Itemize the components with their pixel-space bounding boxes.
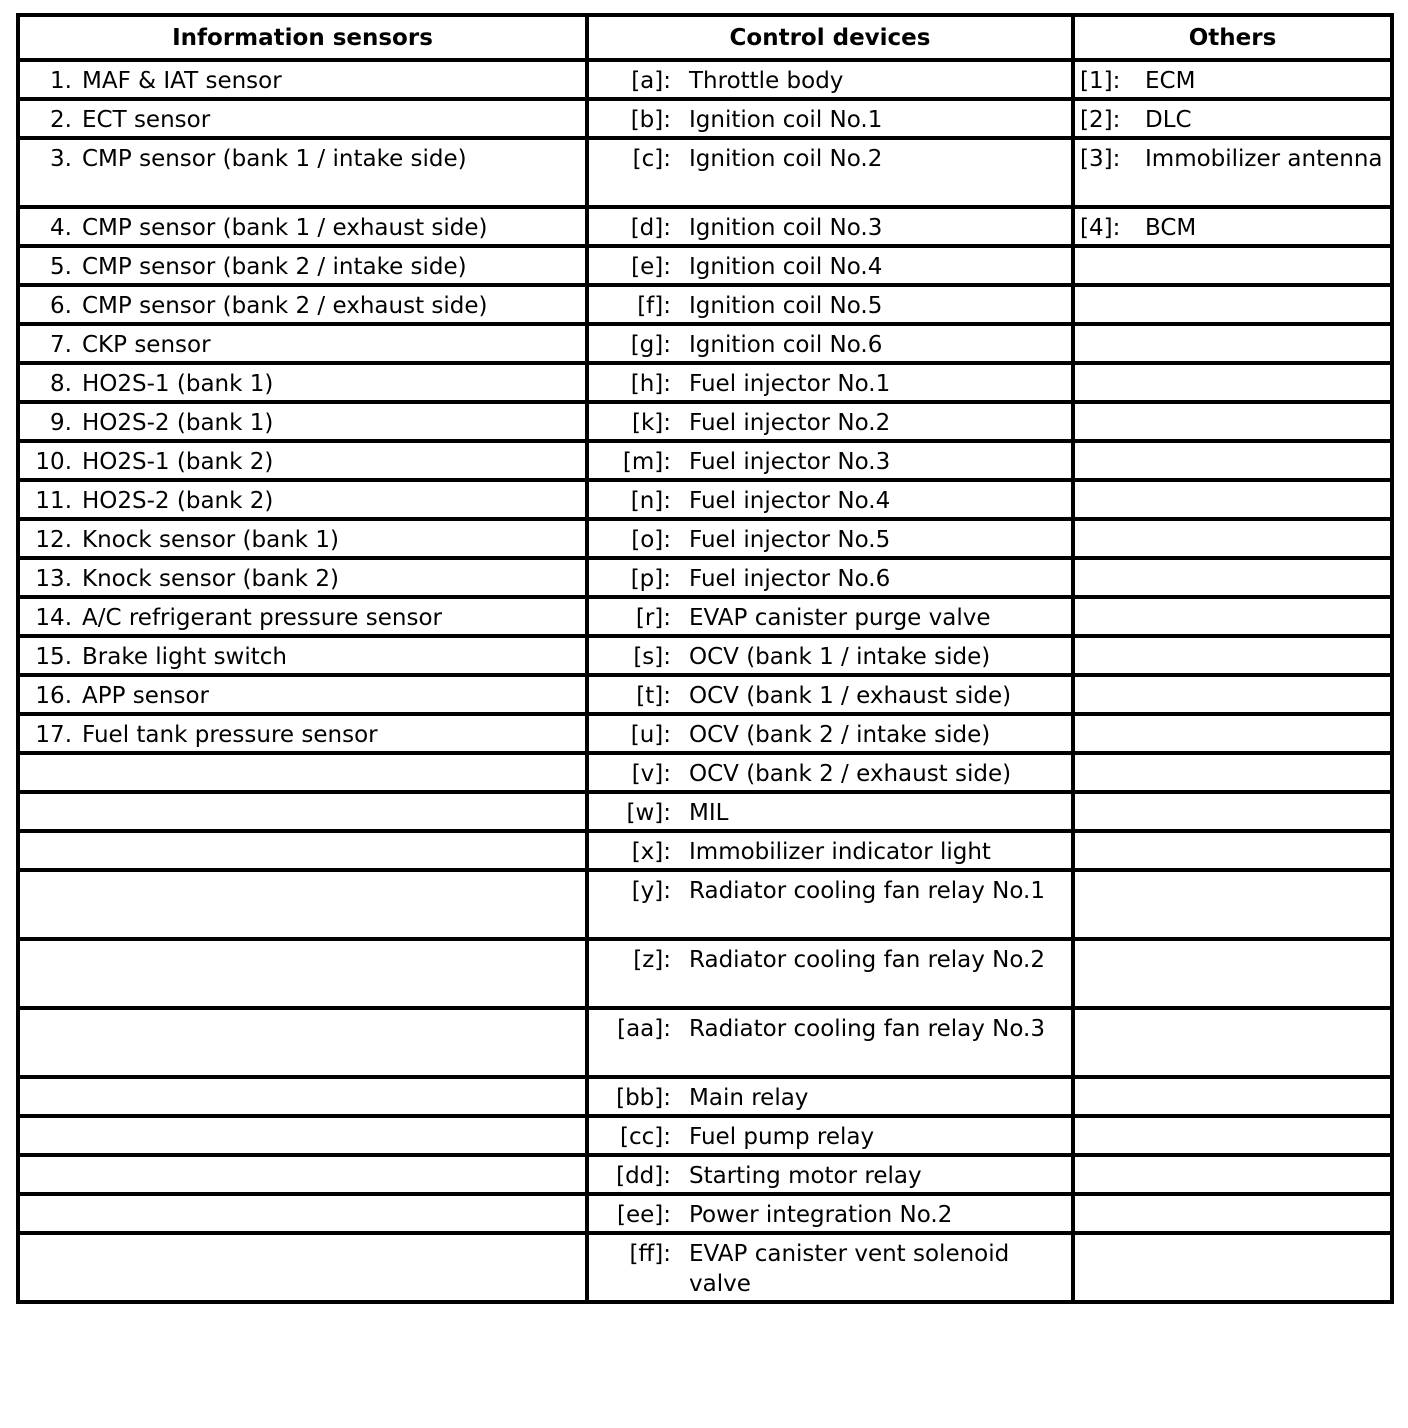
others-key: [4]: — [1080, 215, 1121, 241]
control-device-cell — [587, 99, 1073, 138]
table-row — [18, 792, 1392, 831]
control-device-label: OCV (bank 2 / intake side) — [689, 722, 991, 748]
others-cell — [1073, 207, 1392, 246]
sensor-cell — [18, 324, 587, 363]
table-row — [18, 597, 1392, 636]
sensor-number: 9. — [50, 410, 72, 436]
others-cell — [1073, 99, 1392, 138]
control-device-label: Fuel injector No.2 — [689, 410, 891, 436]
others-label: Immobilizer antenna — [1145, 146, 1383, 172]
table-row — [18, 870, 1392, 939]
control-device-label: Ignition coil No.6 — [689, 332, 883, 358]
control-device-key: [w]: — [626, 800, 671, 826]
others-cell — [1073, 939, 1392, 1008]
sensor-cell — [18, 1116, 587, 1155]
header-row — [18, 15, 1392, 60]
table-row — [18, 558, 1392, 597]
sensor-cell — [18, 441, 587, 480]
control-device-label: Radiator cooling fan relay No.2 — [689, 947, 1045, 973]
sensor-number: 7. — [50, 332, 72, 358]
sensor-number: 6. — [50, 293, 72, 319]
table-row — [18, 939, 1392, 1008]
table-row — [18, 519, 1392, 558]
sensor-cell — [18, 597, 587, 636]
sensor-label: Knock sensor (bank 1) — [82, 527, 340, 553]
sensor-cell — [18, 792, 587, 831]
sensor-number: 5. — [50, 254, 72, 280]
sensor-cell — [18, 1077, 587, 1116]
control-device-cell — [587, 753, 1073, 792]
table-row — [18, 1116, 1392, 1155]
control-device-cell — [587, 1194, 1073, 1233]
control-device-label: Ignition coil No.1 — [689, 107, 883, 133]
sensor-label: A/C refrigerant pressure sensor — [82, 605, 442, 631]
control-device-label: Fuel injector No.5 — [689, 527, 891, 553]
sensor-label: APP sensor — [82, 683, 210, 709]
sensor-number: 1. — [50, 68, 72, 94]
others-cell — [1073, 519, 1392, 558]
table-row — [18, 1233, 1392, 1302]
control-device-key: [bb]: — [616, 1085, 671, 1111]
sensor-cell — [18, 285, 587, 324]
sensor-cell — [18, 402, 587, 441]
sensor-number: 16. — [35, 683, 72, 709]
sensor-number: 3. — [50, 146, 72, 172]
sensor-label: CMP sensor (bank 1 / intake side) — [82, 146, 467, 172]
others-cell — [1073, 636, 1392, 675]
sensor-cell — [18, 99, 587, 138]
others-cell — [1073, 402, 1392, 441]
sensor-cell — [18, 714, 587, 753]
sensor-cell — [18, 138, 587, 207]
sensor-number: 4. — [50, 215, 72, 241]
sensor-cell — [18, 60, 587, 99]
sensor-cell — [18, 831, 587, 870]
control-device-cell — [587, 246, 1073, 285]
control-device-cell — [587, 1233, 1073, 1302]
others-cell — [1073, 324, 1392, 363]
sensor-label: MAF & IAT sensor — [82, 68, 282, 94]
table-row — [18, 285, 1392, 324]
others-cell — [1073, 285, 1392, 324]
others-key: [3]: — [1080, 146, 1121, 172]
control-device-key: [aa]: — [617, 1016, 671, 1042]
others-cell — [1073, 60, 1392, 99]
control-device-label: Ignition coil No.5 — [689, 293, 883, 319]
control-device-key: [x]: — [631, 839, 671, 865]
component-table — [16, 13, 1394, 1304]
control-device-label: Fuel pump relay — [689, 1124, 875, 1150]
others-cell — [1073, 246, 1392, 285]
table-row — [18, 636, 1392, 675]
control-device-cell — [587, 1077, 1073, 1116]
table-row — [18, 99, 1392, 138]
control-device-cell — [587, 1008, 1073, 1077]
header-others: Others — [1073, 15, 1392, 60]
others-label: BCM — [1145, 215, 1197, 241]
table-row — [18, 1194, 1392, 1233]
others-cell — [1073, 1155, 1392, 1194]
others-cell — [1073, 831, 1392, 870]
sensor-label: CMP sensor (bank 1 / exhaust side) — [82, 215, 488, 241]
sensor-cell — [18, 480, 587, 519]
table-row — [18, 1155, 1392, 1194]
control-device-cell — [587, 870, 1073, 939]
control-device-label: OCV (bank 2 / exhaust side) — [689, 761, 1012, 787]
control-device-key: [r]: — [635, 605, 671, 631]
others-cell — [1073, 1233, 1392, 1302]
sensor-cell — [18, 675, 587, 714]
control-device-cell — [587, 441, 1073, 480]
control-device-cell — [587, 831, 1073, 870]
table-row — [18, 138, 1392, 207]
sensor-label: ECT sensor — [82, 107, 211, 133]
control-device-key: [h]: — [630, 371, 671, 397]
sensor-cell — [18, 870, 587, 939]
sensor-number: 10. — [35, 449, 72, 475]
control-device-label: EVAP canister vent solenoid valve — [689, 1241, 1010, 1297]
control-device-label: Fuel injector No.3 — [689, 449, 891, 475]
table-row — [18, 324, 1392, 363]
sensor-label: HO2S-2 (bank 2) — [82, 488, 274, 514]
control-device-cell — [587, 519, 1073, 558]
sensor-cell — [18, 1008, 587, 1077]
others-key: [2]: — [1080, 107, 1121, 133]
others-label: ECM — [1145, 68, 1196, 94]
header-control-devices: Control devices — [587, 15, 1073, 60]
others-cell — [1073, 1077, 1392, 1116]
table-row — [18, 831, 1392, 870]
control-device-label: Immobilizer indicator light — [689, 839, 991, 865]
control-device-cell — [587, 480, 1073, 519]
control-device-key: [k]: — [631, 410, 671, 436]
sensor-number: 15. — [35, 644, 72, 670]
table-row — [18, 714, 1392, 753]
control-device-key: [u]: — [630, 722, 671, 748]
sensor-label: Brake light switch — [82, 644, 288, 670]
control-device-key: [p]: — [630, 566, 671, 592]
control-device-label: OCV (bank 1 / exhaust side) — [689, 683, 1012, 709]
control-device-cell — [587, 285, 1073, 324]
table-row — [18, 246, 1392, 285]
control-device-key: [f]: — [637, 293, 671, 319]
control-device-key: [ee]: — [617, 1202, 671, 1228]
sensor-cell — [18, 753, 587, 792]
sensor-number: 17. — [35, 722, 72, 748]
others-key: [1]: — [1080, 68, 1121, 94]
control-device-cell — [587, 1155, 1073, 1194]
sensor-label: CMP sensor (bank 2 / exhaust side) — [82, 293, 488, 319]
control-device-label: Fuel injector No.1 — [689, 371, 891, 397]
control-device-label: Radiator cooling fan relay No.3 — [689, 1016, 1045, 1042]
others-cell — [1073, 1194, 1392, 1233]
table-row — [18, 480, 1392, 519]
control-device-label: Ignition coil No.4 — [689, 254, 883, 280]
control-device-cell — [587, 402, 1073, 441]
table-row — [18, 363, 1392, 402]
sensor-cell — [18, 363, 587, 402]
header-information-sensors: Information sensors — [18, 15, 587, 60]
sensor-label: CKP sensor — [82, 332, 211, 358]
control-device-key: [s]: — [633, 644, 671, 670]
sensor-label: Knock sensor (bank 2) — [82, 566, 340, 592]
sensor-cell — [18, 519, 587, 558]
sensor-label: HO2S-2 (bank 1) — [82, 410, 274, 436]
control-device-label: Radiator cooling fan relay No.1 — [689, 878, 1045, 904]
sensor-cell — [18, 1233, 587, 1302]
control-device-key: [y]: — [631, 878, 671, 904]
control-device-key: [o]: — [631, 527, 671, 553]
sensor-number: 8. — [50, 371, 72, 397]
sensor-cell — [18, 558, 587, 597]
control-device-label: Power integration No.2 — [689, 1202, 953, 1228]
control-device-label: OCV (bank 1 / intake side) — [689, 644, 991, 670]
control-device-label: Throttle body — [689, 68, 844, 94]
control-device-key: [m]: — [622, 449, 671, 475]
control-device-cell — [587, 939, 1073, 1008]
control-device-label: Ignition coil No.2 — [689, 146, 883, 172]
control-device-key: [ff]: — [629, 1241, 671, 1267]
control-device-cell — [587, 207, 1073, 246]
table-row — [18, 441, 1392, 480]
control-device-key: [cc]: — [620, 1124, 671, 1150]
sensor-cell — [18, 1194, 587, 1233]
control-device-label: EVAP canister purge valve — [689, 605, 991, 631]
others-cell — [1073, 138, 1392, 207]
control-device-cell — [587, 60, 1073, 99]
table-row — [18, 207, 1392, 246]
control-device-label: Fuel injector No.4 — [689, 488, 891, 514]
others-cell — [1073, 792, 1392, 831]
control-device-key: [g]: — [630, 332, 671, 358]
control-device-cell — [587, 792, 1073, 831]
table-row — [18, 1008, 1392, 1077]
others-cell — [1073, 870, 1392, 939]
control-device-key: [dd]: — [616, 1163, 671, 1189]
others-cell — [1073, 441, 1392, 480]
control-device-key: [v]: — [631, 761, 671, 787]
others-cell — [1073, 675, 1392, 714]
sensor-cell — [18, 939, 587, 1008]
table-row — [18, 753, 1392, 792]
control-device-cell — [587, 1116, 1073, 1155]
others-cell — [1073, 480, 1392, 519]
others-cell — [1073, 714, 1392, 753]
table-row — [18, 675, 1392, 714]
control-device-key: [e]: — [631, 254, 671, 280]
control-device-label: Fuel injector No.6 — [689, 566, 891, 592]
sensor-number: 12. — [35, 527, 72, 553]
control-device-cell — [587, 636, 1073, 675]
control-device-label: Starting motor relay — [689, 1163, 922, 1189]
sensor-label: HO2S-1 (bank 2) — [82, 449, 274, 475]
control-device-label: MIL — [689, 800, 729, 826]
control-device-cell — [587, 138, 1073, 207]
control-device-key: [a]: — [631, 68, 671, 94]
table-row — [18, 60, 1392, 99]
others-cell — [1073, 558, 1392, 597]
control-device-cell — [587, 714, 1073, 753]
sensor-label: Fuel tank pressure sensor — [82, 722, 378, 748]
table-row — [18, 402, 1392, 441]
control-device-label: Main relay — [689, 1085, 809, 1111]
sensor-cell — [18, 207, 587, 246]
sensor-number: 14. — [35, 605, 72, 631]
others-cell — [1073, 1116, 1392, 1155]
control-device-cell — [587, 558, 1073, 597]
control-device-key: [t]: — [636, 683, 671, 709]
others-cell — [1073, 1008, 1392, 1077]
sensor-label: CMP sensor (bank 2 / intake side) — [82, 254, 467, 280]
table-row — [18, 1077, 1392, 1116]
control-device-cell — [587, 324, 1073, 363]
control-device-key: [n]: — [630, 488, 671, 514]
sensor-cell — [18, 1155, 587, 1194]
control-device-cell — [587, 675, 1073, 714]
others-cell — [1073, 363, 1392, 402]
control-device-key: [d]: — [630, 215, 671, 241]
control-device-key: [b]: — [630, 107, 671, 133]
sensor-number: 13. — [35, 566, 72, 592]
sensor-number: 2. — [50, 107, 72, 133]
sensor-label: HO2S-1 (bank 1) — [82, 371, 274, 397]
control-device-key: [z]: — [633, 947, 671, 973]
sensor-cell — [18, 246, 587, 285]
control-device-label: Ignition coil No.3 — [689, 215, 883, 241]
others-cell — [1073, 597, 1392, 636]
control-device-cell — [587, 363, 1073, 402]
sensor-cell — [18, 636, 587, 675]
others-cell — [1073, 753, 1392, 792]
sensor-number: 11. — [35, 488, 72, 514]
control-device-key: [c]: — [632, 146, 671, 172]
others-label: DLC — [1145, 107, 1192, 133]
control-device-cell — [587, 597, 1073, 636]
